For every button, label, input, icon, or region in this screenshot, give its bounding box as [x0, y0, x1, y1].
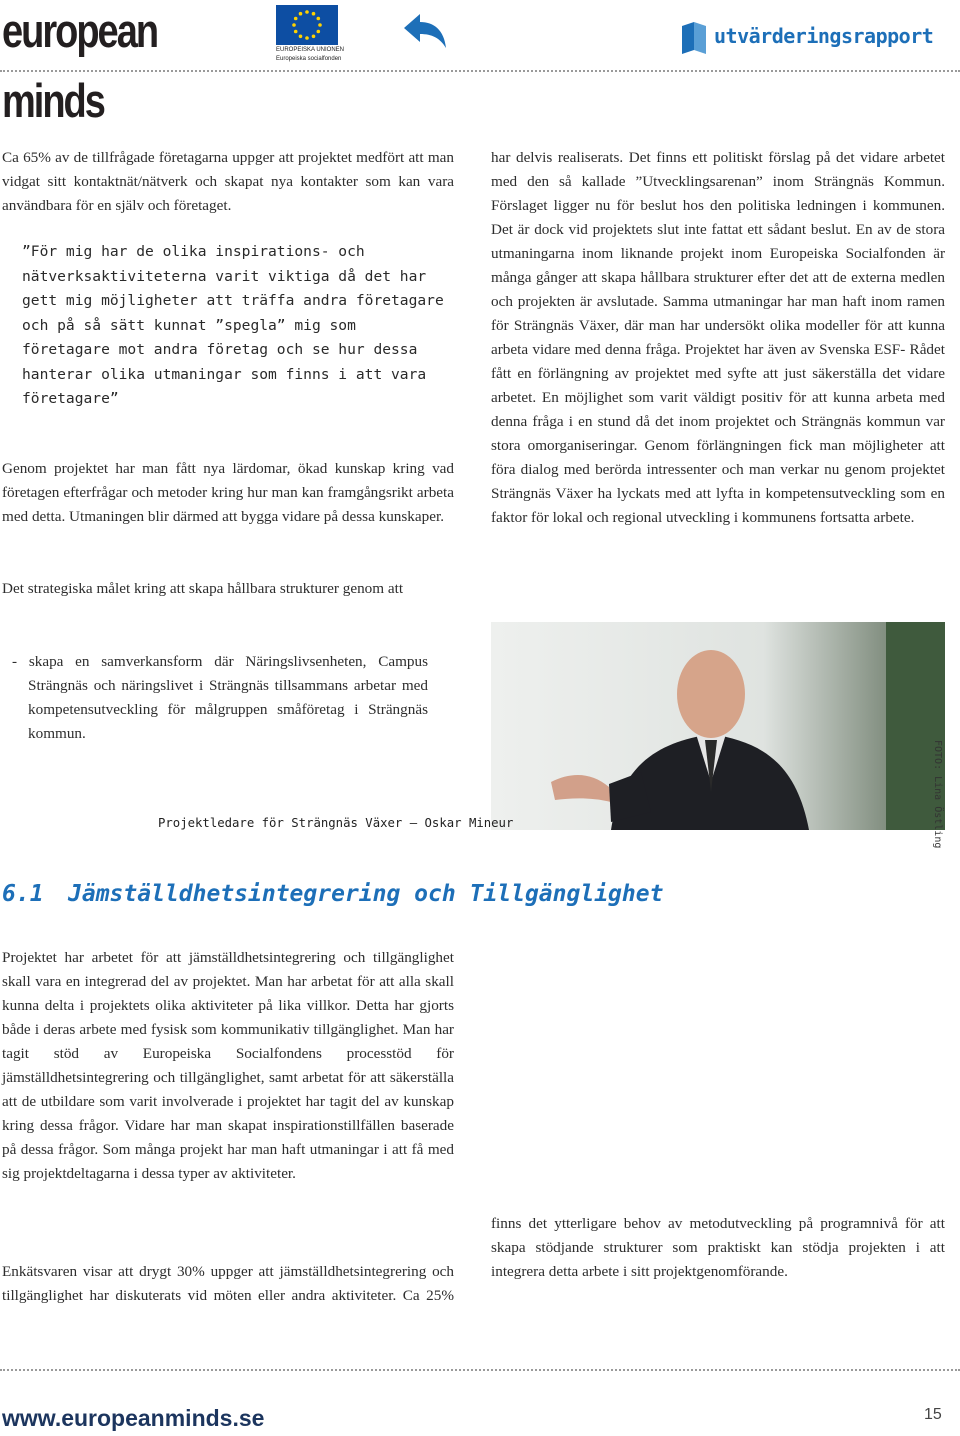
- eu-star-icon: [317, 30, 321, 34]
- eu-star-icon: [294, 30, 298, 34]
- intro-paragraph: Ca 65% av de tillfrågade företagarna uppger att projektet medfört att man vidgat sitt kontaktnät/nätverk och skapat nya kontakter som kan vara användbara för en själv och företaget.: [2, 149, 454, 214]
- portrait-photo: [491, 622, 945, 830]
- section-paragraph-2-start: [2, 1260, 454, 1308]
- section-paragraph-2-continued: [491, 1212, 945, 1308]
- section-title: Jämställdhetsintegrering och Tillgänglighet: [68, 881, 664, 907]
- section-paragraph-1: Projektet har arbetet för att jämställdhetsintegrering och tillgänglighet skall vara en integrerad del av projektet. Man har arbetat för att alla skall kunna delta i projektets olika aktiviteter på lika villkor. Detta har gjorts både i deras arbete med fysisk som kommunikativ tillgänglighet. Man har tagit stöd av Europeiska Socialfondens processtöd för jämställdhetsintegrering och tillgänglighet, samt arbetat för att säkerställa att de utbildare som varit involverade i projektet har tagit del av kunskap kring dessa frågor. Vidare har man skapat inspirationstillfällen baserade på dessa frågor. Som många projekt har man haft utmaningar i att få med sig projektdeltagarna i dessa typer av aktiviteter.: [2, 949, 454, 1182]
- eu-star-icon: [305, 36, 309, 40]
- eu-star-icon: [312, 12, 316, 16]
- goal-list-item: - skapa en samverkansform där Näringslivsenheten, Campus Strängnäs och näringslivet i Strängnäs tillsammans arbetar med kompetensutveckling för målgruppen småföretag i Strängnäs kommun.: [12, 653, 428, 742]
- section-heading: [2, 881, 663, 907]
- report-book-icon: [680, 20, 710, 54]
- eu-star-icon: [312, 35, 316, 39]
- section-paragraph-2-flow: finns det ytterligare behov av metodutveckling på programnivå för att skapa stödjande strukturer som praktiskt kan stödja projekten i att integrera detta arbete i sitt projektgenomförande.: [491, 1215, 945, 1280]
- eu-text-line2: Europeiska socialfonden: [276, 56, 342, 62]
- page-number: 15: [924, 1406, 942, 1423]
- eu-star-icon: [318, 23, 322, 27]
- eu-star-icon: [292, 23, 296, 27]
- logo-text: european minds: [2, 5, 158, 129]
- back-arrow-icon[interactable]: [400, 12, 448, 50]
- top-divider: [0, 70, 960, 72]
- strategic-goal-paragraph: Det strategiska målet kring att skapa hållbara strukturer genom att: [2, 580, 404, 597]
- right-paragraph: har delvis realiserats. Det finns ett politiskt förslag på det vidare arbetet med den så kallade ”Utvecklingsarenan” inom Strängnäs Kommun. Förslaget ligger nu för beslut hos den politiska ledningen i kommunen. Det är dock vid projektets slut inte fattat ett sådant beslut. En av de stora utmaningarna inom liknande projekt inom Europeiska Socialfonden är många gånger att skapa hållbara strukturer efter det att de externa medlen och projekten är avslutade. Samma utmaningar har man haft inom ramen för Strängnäs Växer, där man har undersökt olika modeller för att kunna arbeta vidare med denna fråga. Projektet har även av Svenska ESF- Rådet fått en förlängning av projektet med syfte att just säkerställa det vidare arbetet. En möjlighet som varit väldigt positiv för att kunna arbeta med denna fråga i en stund då det inom projektet och Strängnäs kommun var stora omorganiseringar. Genom förlängningen fick man möjligheter att föra dialog med berörda intressenter och man verkar nu genom projektet Strängnäs Växer ha lyckats med att lyfta in kompetensutveckling som en faktor för lokal och regional utveckling i kommunens fortsatta arbete.: [491, 149, 945, 526]
- eu-star-icon: [305, 10, 309, 14]
- european-minds-logo: [2, 0, 212, 129]
- section-paragraph-2-text: Enkätsvaren visar att drygt 30% uppger att jämställdhetsintegrering och tillgänglighet har diskuterats vid möten eller andra aktiviteter. Ca 25%: [2, 1263, 454, 1304]
- eu-star-icon: [299, 12, 303, 16]
- eu-emblem: [276, 5, 345, 62]
- eu-star-icon: [317, 17, 321, 21]
- photo-credit: FOTO: Lina Östling: [932, 740, 943, 849]
- report-title: utvärderingsrapport: [714, 24, 934, 48]
- pull-quote: ”För mig har de olika inspirations- och nätverksaktiviteterna varit viktiga då det har gett mig möjligheter att träffa andra företagare och på så sätt kunnat ”spegla” mig som företagare mot andra företag och se hur dessa hanterar olika utmaningar som finns i att vara företagare”: [22, 243, 444, 407]
- eu-text-line1: EUROPEISKA UNIONEN: [276, 47, 345, 53]
- eu-star-icon: [299, 35, 303, 39]
- bottom-divider: [0, 1369, 960, 1371]
- eu-star-icon: [294, 17, 298, 21]
- footer-url[interactable]: www.europeanminds.se: [2, 1405, 265, 1431]
- report-badge: [680, 20, 950, 54]
- section-number: 6.1: [2, 881, 44, 907]
- eu-flag-icon: [276, 5, 338, 45]
- photo-caption: Projektledare för Strängnäs Växer – Oskar Mineur: [158, 816, 514, 830]
- lessons-paragraph: Genom projektet har man fått nya lärdomar, ökad kunskap kring vad företagen efterfrågar och metoder kring hur man kan framgångsrikt arbeta med detta. Utmaningen blir därmed att bygga vidare på dessa kunskaper.: [2, 460, 454, 525]
